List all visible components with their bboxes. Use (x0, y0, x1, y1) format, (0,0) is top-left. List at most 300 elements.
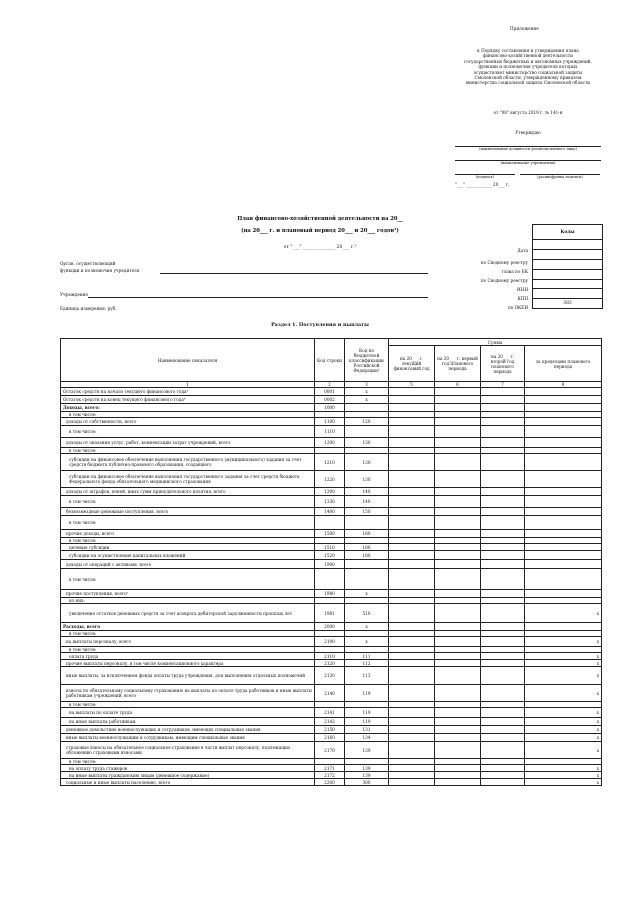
row-code-cell: 1220 (315, 471, 345, 488)
row-sum-beyond: х (525, 637, 602, 647)
row-code-cell: 2160 (315, 734, 345, 742)
row-sum-plan1 (435, 471, 481, 488)
th-col-plan2: на 20___ г. второй год планового периода (481, 346, 525, 382)
table-row (61, 438, 602, 448)
row-name-cell: безвозмездные денежные поступления, всего (61, 508, 315, 516)
th-num-3: 3 (345, 382, 389, 388)
table-row (61, 516, 602, 530)
row-name-cell: на выплаты по оплате труда (61, 708, 315, 718)
row-code-cell: 2100 (315, 637, 345, 647)
table-row (61, 418, 602, 426)
row-name-cell: на оплату труда стажеров (61, 765, 315, 772)
right-field-inn: ИНН (517, 287, 528, 292)
row-code-cell: 1210 (315, 454, 345, 471)
row-code-cell: 1000 (315, 404, 345, 412)
row-sum-beyond: х (525, 742, 602, 759)
table-row (61, 637, 602, 647)
row-code-cell: 2120 (315, 660, 345, 667)
table-row (61, 569, 602, 590)
th-col-beyond: за пределами планового периода (525, 346, 602, 382)
table-row (61, 396, 602, 404)
row-sum-plan1 (435, 426, 481, 438)
row-sum-beyond: х (525, 718, 602, 726)
row-kbk-cell: 300 (345, 779, 389, 786)
row-sum-plan1 (435, 667, 481, 685)
code-cell-reestr2 (533, 269, 603, 279)
row-sum-plan1 (435, 734, 481, 742)
row-name-cell: Остаток средств на конец текущего финансового года⁴ (61, 396, 315, 404)
row-sum-plan1 (435, 516, 481, 530)
row-sum-plan2 (481, 772, 525, 779)
table-row (61, 765, 602, 772)
row-kbk-cell: х (345, 396, 389, 404)
row-sum-plan2 (481, 742, 525, 759)
row-sum-plan2 (481, 544, 525, 551)
row-code-cell: 2110 (315, 653, 345, 660)
row-sum-plan2 (481, 734, 525, 742)
row-sum-beyond (525, 426, 602, 438)
row-sum-beyond: х (525, 604, 602, 623)
row-sum-current (389, 516, 435, 530)
table-row (61, 530, 602, 538)
row-sum-beyond (525, 404, 602, 412)
row-name-cell: в том числе: (61, 538, 315, 544)
row-sum-beyond (525, 560, 602, 569)
unit-label: Единица измерения: руб. (60, 306, 117, 311)
codes-header: Коды (533, 225, 603, 240)
row-sum-plan2 (481, 765, 525, 772)
row-name-cell: прочие поступления, всего⁵ (61, 590, 315, 598)
row-name-cell: из них: (61, 598, 315, 604)
row-sum-plan1 (435, 637, 481, 647)
row-name-cell: в том числе: (61, 412, 315, 418)
row-name-cell: доходы от штрафов, пеней, иных сумм принудительного изъятия, всего (61, 488, 315, 496)
th-sum: Сумма (389, 339, 602, 346)
row-sum-beyond (525, 623, 602, 631)
row-sum-current (389, 560, 435, 569)
table-row (61, 623, 602, 631)
row-code-cell: 2200 (315, 779, 345, 786)
row-sum-plan2 (481, 708, 525, 718)
row-kbk-cell: 134 (345, 734, 389, 742)
table-row (61, 660, 602, 667)
row-sum-plan2 (481, 560, 525, 569)
right-field-kpp: КПП (517, 296, 528, 301)
row-sum-plan1 (435, 560, 481, 569)
row-sum-beyond (525, 508, 602, 516)
row-kbk-cell (345, 404, 389, 412)
row-sum-plan1 (435, 396, 481, 404)
row-sum-current (389, 734, 435, 742)
row-sum-current (389, 772, 435, 779)
row-name-cell: Доходы, всего: (61, 404, 315, 412)
row-name-cell: субсидии на финансовое обеспечение выполнения государственного задания за счет средств бюджета Федерального фонда обязательного медицинского страхования (61, 471, 315, 488)
row-sum-current (389, 454, 435, 471)
th-num-1: 1 (61, 382, 315, 388)
approval-date-line: "___" ____________ 20___ г. (455, 182, 510, 187)
right-field-date: Дата (517, 248, 528, 253)
row-sum-plan2 (481, 438, 525, 448)
row-kbk-cell (345, 569, 389, 590)
row-name-cell: в том числе: (61, 516, 315, 530)
row-sum-current (389, 396, 435, 404)
row-sum-beyond: х (525, 660, 602, 667)
row-code-cell: 2150 (315, 726, 345, 734)
row-sum-current (389, 508, 435, 516)
row-sum-plan1 (435, 742, 481, 759)
row-code-cell: 2142 (315, 718, 345, 726)
row-kbk-cell: 180 (345, 530, 389, 538)
signature-caption-position: (наименование должности уполномоченного лица) (479, 147, 577, 151)
row-name-cell: в том числе: (61, 631, 315, 637)
row-sum-plan1 (435, 488, 481, 496)
row-sum-current (389, 660, 435, 667)
table-row (61, 604, 602, 623)
table-row (61, 544, 602, 551)
row-sum-plan1 (435, 590, 481, 598)
row-code-cell: 1100 (315, 418, 345, 426)
codes-table (532, 224, 603, 309)
row-name-cell: в том числе: (61, 426, 315, 438)
row-name-cell: прочие доходы, всего (61, 530, 315, 538)
table-row (61, 471, 602, 488)
row-sum-beyond: х (525, 653, 602, 660)
row-sum-plan1 (435, 718, 481, 726)
row-kbk-cell (345, 560, 389, 569)
row-sum-plan2 (481, 623, 525, 631)
signature-caption-name: (расшифровка подписи) (537, 175, 583, 179)
row-code-cell: 1330 (315, 496, 345, 508)
row-sum-plan1 (435, 623, 481, 631)
row-code-cell: 2171 (315, 765, 345, 772)
right-field-reestr2: по Сводному реестру (480, 278, 528, 283)
row-sum-beyond: х (525, 765, 602, 772)
row-sum-plan1 (435, 404, 481, 412)
table-row (61, 685, 602, 702)
row-kbk-cell: 139 (345, 742, 389, 759)
row-sum-beyond (525, 530, 602, 538)
row-sum-current (389, 418, 435, 426)
row-sum-plan2 (481, 496, 525, 508)
row-sum-plan2 (481, 471, 525, 488)
row-sum-plan1 (435, 551, 481, 560)
row-sum-plan2 (481, 653, 525, 660)
row-sum-plan1 (435, 418, 481, 426)
row-sum-plan1 (435, 496, 481, 508)
order-reference: к Порядку составления и утверждения плана финансово-хозяйственной деятельности государственных бюджетных и автономных учреждений, функции и полномочия учредителя которых осуществляет министерство социальной защиты Смоленской области, утвержденному приказом министерства социальной защиты Смоленской области (464, 48, 592, 86)
row-sum-beyond (525, 418, 602, 426)
row-sum-beyond (525, 471, 602, 488)
table-row (61, 388, 602, 396)
row-sum-plan1 (435, 765, 481, 772)
income-expense-table (60, 338, 602, 786)
code-cell-date (533, 240, 603, 250)
table-row (61, 488, 602, 496)
row-sum-current (389, 765, 435, 772)
row-sum-current (389, 742, 435, 759)
row-kbk-cell: х (345, 637, 389, 647)
row-name-cell: денежное довольствие военнослужащих и сотрудников, имеющих специальные звания (61, 726, 315, 734)
row-sum-current (389, 590, 435, 598)
row-sum-current (389, 471, 435, 488)
row-name-cell: субсидии на финансовое обеспечение выполнения государственного (муниципального) задания за счет средств бюджета публично-правового образования, создавшего (61, 454, 315, 471)
row-code-cell: 2141 (315, 708, 345, 718)
row-sum-plan2 (481, 604, 525, 623)
row-code-cell: 1500 (315, 530, 345, 538)
row-sum-current (389, 544, 435, 551)
row-name-cell: доходы от собственности, всего (61, 418, 315, 426)
row-name-cell: взносы по обязательному социальному страхованию на выплаты по оплате труда работников и иные выплаты работникам учреждений, всего (61, 685, 315, 702)
row-sum-plan1 (435, 660, 481, 667)
row-sum-plan2 (481, 404, 525, 412)
founder-field-line (160, 273, 428, 274)
row-kbk-cell: 139 (345, 765, 389, 772)
row-kbk-cell (345, 516, 389, 530)
row-sum-current (389, 530, 435, 538)
row-name-cell: в том числе: (61, 569, 315, 590)
row-sum-plan1 (435, 438, 481, 448)
table-row (61, 718, 602, 726)
row-sum-plan2 (481, 569, 525, 590)
row-sum-current (389, 726, 435, 734)
code-cell-bk (533, 259, 603, 269)
row-sum-beyond (525, 396, 602, 404)
row-name-cell: целевые субсидии (61, 544, 315, 551)
row-sum-plan2 (481, 551, 525, 560)
row-sum-plan1 (435, 569, 481, 590)
row-kbk-cell: 119 (345, 685, 389, 702)
th-kbk: Код по бюджетной классификации Российской Федерации³ (345, 339, 389, 382)
row-sum-plan2 (481, 488, 525, 496)
row-name-cell: на иные выплаты работникам (61, 718, 315, 726)
row-sum-current (389, 718, 435, 726)
row-code-cell: 1900 (315, 560, 345, 569)
row-kbk-cell: 140 (345, 496, 389, 508)
founder-label-1: Орган, осуществляющий (60, 261, 116, 266)
signature-caption-org: (наименование учреждения) (500, 161, 556, 165)
row-code-cell: 0002 (315, 396, 345, 404)
table-row (61, 404, 602, 412)
row-kbk-cell: 113 (345, 667, 389, 685)
row-code-cell: 2130 (315, 667, 345, 685)
row-sum-current (389, 496, 435, 508)
row-sum-beyond: х (525, 667, 602, 685)
row-sum-beyond (525, 516, 602, 530)
row-name-cell: прочие выплаты персоналу, в том числе компенсационного характера (61, 660, 315, 667)
section-title: Раздел 1. Поступления и выплаты (271, 322, 369, 328)
row-name-cell: увеличение остатков денежных средств за счет возврата дебиторской задолженности прошлых лет (61, 604, 315, 623)
row-sum-current (389, 551, 435, 560)
table-row (61, 508, 602, 516)
row-sum-current (389, 426, 435, 438)
row-sum-beyond (525, 544, 602, 551)
row-name-cell: доходы от операций с активами, всего (61, 560, 315, 569)
table-row (61, 742, 602, 759)
founder-label-2: функции и полномочия учредителя (60, 268, 140, 273)
row-sum-plan1 (435, 388, 481, 396)
row-kbk-cell: 131 (345, 726, 389, 734)
row-sum-beyond (525, 454, 602, 471)
row-sum-beyond: х (525, 779, 602, 786)
table-row (61, 653, 602, 660)
row-kbk-cell: 510 (345, 604, 389, 623)
row-sum-current (389, 623, 435, 631)
row-kbk-cell: х (345, 590, 389, 598)
th-code: Код строки (315, 339, 345, 382)
order-date: от "08" августа 2019 г. № 141-н (493, 110, 563, 115)
row-name-cell: Расходы, всего (61, 623, 315, 631)
row-sum-plan2 (481, 667, 525, 685)
row-sum-plan1 (435, 454, 481, 471)
row-sum-current (389, 569, 435, 590)
row-kbk-cell: х (345, 388, 389, 396)
row-kbk-cell: 130 (345, 454, 389, 471)
row-kbk-cell: 150 (345, 508, 389, 516)
row-sum-plan1 (435, 726, 481, 734)
row-name-cell: доходы от оказания услуг, работ, компенсации затрат учреждений, всего (61, 438, 315, 448)
row-code-cell (315, 569, 345, 590)
row-code-cell: 1981 (315, 604, 345, 623)
row-sum-plan2 (481, 685, 525, 702)
row-code-cell: 2000 (315, 623, 345, 631)
row-kbk-cell: 140 (345, 488, 389, 496)
th-col-plan1: на 20___ г. первый год планового периода (435, 346, 481, 382)
code-cell-inn (533, 279, 603, 289)
row-sum-current (389, 779, 435, 786)
row-sum-beyond: х (525, 685, 602, 702)
row-sum-plan1 (435, 544, 481, 551)
table-row (61, 726, 602, 734)
row-code-cell (315, 516, 345, 530)
row-sum-current (389, 653, 435, 660)
row-sum-beyond (525, 388, 602, 396)
row-kbk-cell: 139 (345, 772, 389, 779)
row-sum-plan2 (481, 530, 525, 538)
row-code-cell: 1300 (315, 488, 345, 496)
row-name-cell: страховые взносы на обязательное социальное страхование в части выплат персоналу, подлежащих обложению страховыми взносами (61, 742, 315, 759)
institution-label: Учреждение (60, 292, 88, 297)
th-num-5: 5 (389, 382, 435, 388)
row-sum-plan2 (481, 396, 525, 404)
row-name-cell: в том числе: (61, 496, 315, 508)
plan-date: от "___" ______________ 20___ г.² (283, 245, 357, 250)
row-sum-plan1 (435, 530, 481, 538)
row-name-cell: на выплаты персоналу, всего (61, 637, 315, 647)
row-sum-plan2 (481, 426, 525, 438)
row-sum-plan2 (481, 718, 525, 726)
th-name: Наименование показателя (61, 339, 315, 382)
row-sum-beyond (525, 590, 602, 598)
institution-field-line (88, 297, 428, 298)
right-field-reestr: по Сводному реестру (480, 260, 528, 265)
row-sum-beyond: х (525, 708, 602, 718)
row-sum-plan2 (481, 660, 525, 667)
row-code-cell: 0001 (315, 388, 345, 396)
row-sum-plan2 (481, 637, 525, 647)
approved-label: Утверждаю (515, 130, 541, 135)
row-sum-plan2 (481, 388, 525, 396)
th-num-7: 7 (481, 382, 525, 388)
row-code-cell: 1200 (315, 438, 345, 448)
table-row (61, 590, 602, 598)
row-kbk-cell: 180 (345, 551, 389, 560)
row-sum-plan1 (435, 685, 481, 702)
table-row (61, 454, 602, 471)
signature-caption-sign: (подпись) (475, 175, 495, 179)
row-sum-beyond (525, 551, 602, 560)
row-sum-beyond (525, 496, 602, 508)
row-kbk-cell: 112 (345, 660, 389, 667)
row-sum-plan2 (481, 726, 525, 734)
row-sum-plan1 (435, 604, 481, 623)
row-sum-plan2 (481, 418, 525, 426)
plan-title: План финансово-хозяйственной деятельности на 20__ (237, 216, 403, 222)
row-code-cell: 2172 (315, 772, 345, 779)
row-sum-beyond (525, 488, 602, 496)
row-kbk-cell: 119 (345, 718, 389, 726)
row-sum-beyond: х (525, 734, 602, 742)
code-cell-kpp (533, 289, 603, 299)
row-code-cell: 1110 (315, 426, 345, 438)
row-sum-plan1 (435, 772, 481, 779)
row-name-cell: в том числе: (61, 759, 315, 765)
row-kbk-cell: 120 (345, 418, 389, 426)
row-sum-plan2 (481, 454, 525, 471)
table-row (61, 772, 602, 779)
row-sum-plan2 (481, 516, 525, 530)
table-row (61, 779, 602, 786)
row-code-cell: 2170 (315, 742, 345, 759)
th-col-current: на 20___ г. текущий финансовый год (389, 346, 435, 382)
row-name-cell: в том числе: (61, 647, 315, 653)
table-row (61, 708, 602, 718)
row-kbk-cell: 111 (345, 653, 389, 660)
row-sum-plan2 (481, 508, 525, 516)
right-field-bk: глава по БК (501, 269, 528, 274)
row-code-cell: 1510 (315, 544, 345, 551)
row-name-cell: Остаток средств на начало текущего финансового года⁴ (61, 388, 315, 396)
row-sum-current (389, 604, 435, 623)
row-sum-current (389, 438, 435, 448)
table-row (61, 551, 602, 560)
table-row (61, 734, 602, 742)
appendix-label: Приложение (510, 26, 539, 31)
row-sum-current (389, 637, 435, 647)
row-name-cell: в том числе: (61, 448, 315, 454)
row-sum-beyond: х (525, 772, 602, 779)
table-row (61, 426, 602, 438)
row-code-cell: 1520 (315, 551, 345, 560)
row-name-cell: оплата труда (61, 653, 315, 660)
row-kbk-cell: 180 (345, 544, 389, 551)
row-sum-plan1 (435, 708, 481, 718)
table-row (61, 496, 602, 508)
th-num-8: 8 (525, 382, 602, 388)
row-kbk-cell: 130 (345, 471, 389, 488)
th-num-2: 2 (315, 382, 345, 388)
row-sum-plan1 (435, 653, 481, 660)
row-sum-current (389, 708, 435, 718)
row-sum-current (389, 685, 435, 702)
row-sum-beyond (525, 569, 602, 590)
row-kbk-cell (345, 426, 389, 438)
row-sum-plan2 (481, 779, 525, 786)
table-row (61, 667, 602, 685)
row-sum-plan1 (435, 508, 481, 516)
row-sum-beyond (525, 438, 602, 448)
row-kbk-cell: х (345, 623, 389, 631)
row-sum-current (389, 388, 435, 396)
